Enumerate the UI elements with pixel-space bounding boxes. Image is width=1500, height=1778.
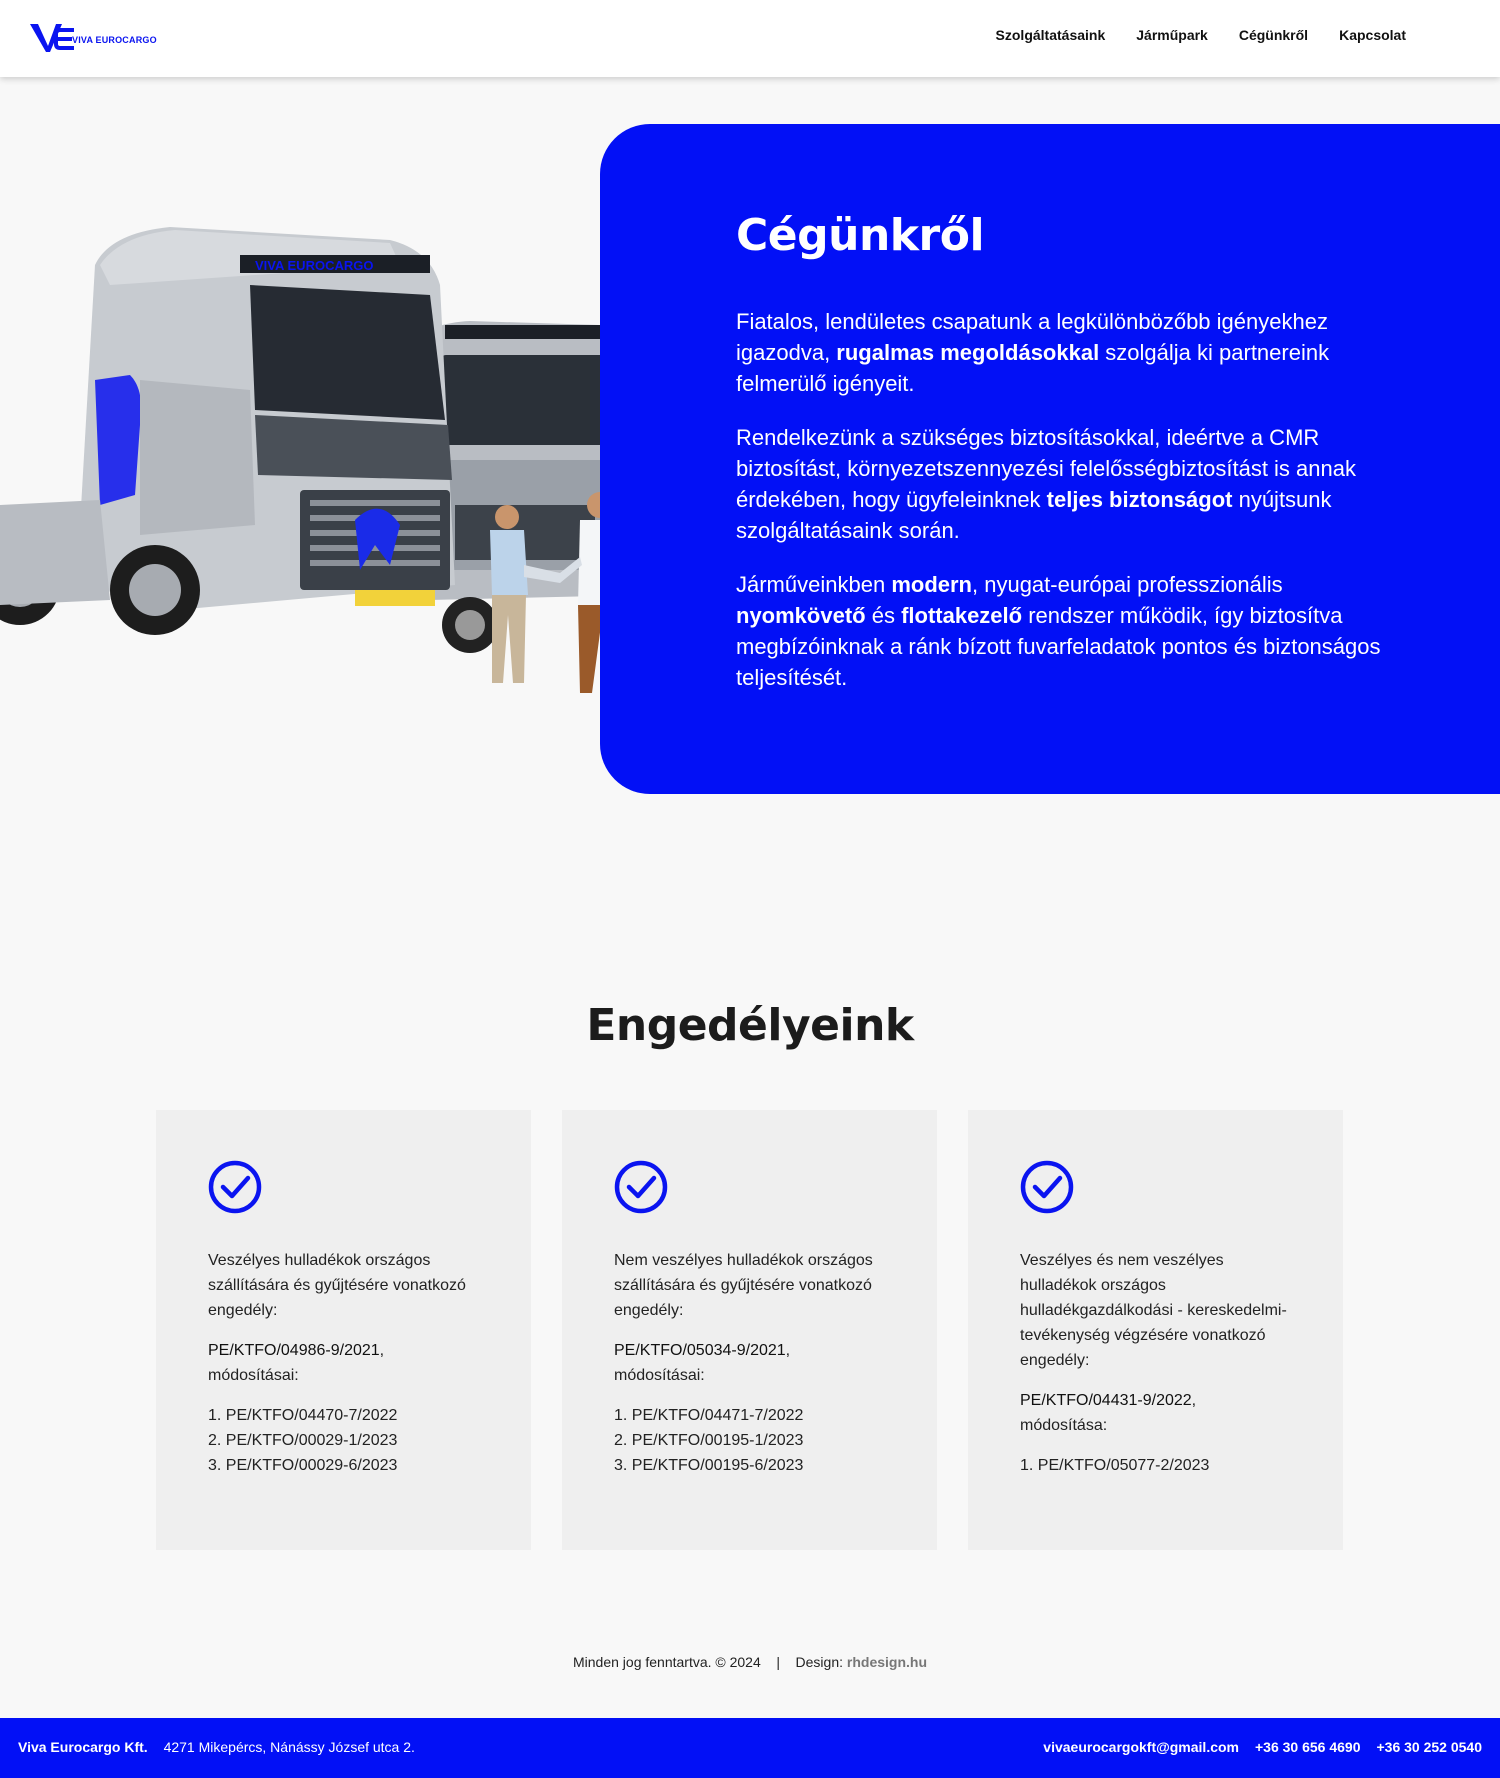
list-item: 1. PE/KTFO/04470-7/2022 <box>208 1407 398 1424</box>
permit-description <box>1020 1248 1300 1478</box>
permit-number: PE/KTFO/04431-9/2022 <box>1020 1392 1192 1409</box>
permit-card-3 <box>968 1110 1343 1550</box>
nav-item-fleet[interactable]: Járműpark <box>1136 27 1208 43</box>
phone-link-1[interactable]: +36 30 656 4690 <box>1255 1739 1361 1755</box>
permit-number: PE/KTFO/04986-9/2021 <box>208 1342 380 1359</box>
permits-title: Engedélyeink <box>586 1000 914 1051</box>
text-run: Fiatalos, lendületes csapatunk a legkülönbözőbb igényekhez igazodva, <box>736 309 1328 365</box>
trucks-image <box>0 205 640 705</box>
permit-number: PE/KTFO/05034-9/2021 <box>614 1342 786 1359</box>
check-circle-icon <box>614 1160 668 1214</box>
permit-card-2 <box>562 1110 937 1550</box>
about-paragraph-2 <box>736 422 1396 546</box>
front-truck <box>0 227 455 635</box>
logo-text: VIVA EUROCARGO <box>72 35 157 45</box>
nav-item-services[interactable]: Szolgáltatásaink <box>995 27 1106 43</box>
modifications-label: módosítása: <box>1020 1417 1108 1434</box>
logo-mark-icon <box>30 20 74 56</box>
phone-link-2[interactable]: +36 30 252 0540 <box>1376 1739 1482 1755</box>
list-item: 3. PE/KTFO/00029-6/2023 <box>208 1457 398 1474</box>
email-link[interactable]: vivaeurocargokft@gmail.com <box>1043 1739 1239 1755</box>
separator: | <box>776 1654 780 1670</box>
design-label: Design: <box>795 1654 843 1670</box>
permit-number-block: PE/KTFO/04986-9/2021, módosításai: <box>208 1342 385 1384</box>
about-text <box>736 306 1396 716</box>
text-run: szolgálja ki partnereink felmerülő igényeit. <box>736 340 1330 396</box>
text-run: nyújtsunk szolgáltatásaink során. <box>736 487 1332 543</box>
permit-card-1 <box>156 1110 531 1550</box>
permit-text: Nem veszélyes hulladékok országos szállítására és gyűjtésére vonatkozó engedély: <box>614 1252 873 1319</box>
about-paragraph-3 <box>736 569 1396 693</box>
text-bold: nyomkövető <box>736 603 866 628</box>
copyright-line <box>0 1654 1500 1670</box>
text-run: Járműveinkben <box>736 572 892 597</box>
company-info <box>18 1739 415 1755</box>
text-run: rendszer működik, így biztosítva megbízóinknak a ránk bízott fuvarfeladatok pontos és biztonságos teljesítését. <box>736 603 1381 690</box>
list-item: 2. PE/KTFO/00029-1/2023 <box>208 1432 398 1449</box>
text-run: és <box>865 603 902 628</box>
contact-bar <box>0 1718 1500 1778</box>
nav-item-contact[interactable]: Kapcsolat <box>1339 27 1406 43</box>
text-bold: rugalmas megoldásokkal <box>836 340 1100 365</box>
list-item: 2. PE/KTFO/00195-1/2023 <box>614 1432 804 1449</box>
list-item: 1. PE/KTFO/04471-7/2022 <box>614 1407 804 1424</box>
design-link[interactable]: rhdesign.hu <box>846 1654 928 1670</box>
modifications-list <box>614 1403 894 1478</box>
permit-description <box>208 1248 488 1478</box>
permit-number-block: PE/KTFO/04431-9/2022, módosítása: <box>1020 1392 1197 1434</box>
modifications-label: módosításai: <box>614 1367 705 1384</box>
about-title: Cégünkről <box>736 210 985 261</box>
modifications-list <box>1020 1453 1300 1478</box>
text-bold: teljes biztonságot <box>1046 487 1233 512</box>
company-name: Viva Eurocargo Kft. <box>18 1739 148 1755</box>
list-item: 1. PE/KTFO/05077-2/2023 <box>1020 1457 1210 1474</box>
permit-text: Veszélyes hulladékok országos szállítására és gyűjtésére vonatkozó engedély: <box>208 1252 466 1319</box>
text-run: , nyugat-európai professzionális <box>972 572 1283 597</box>
copyright-text: Minden jog fenntartva. © 2024 <box>572 1654 761 1670</box>
check-circle-icon <box>208 1160 262 1214</box>
check-circle-icon <box>1020 1160 1074 1214</box>
permit-description <box>614 1248 894 1478</box>
logo[interactable] <box>30 20 157 56</box>
permit-number-block: PE/KTFO/05034-9/2021, módosításai: <box>614 1342 791 1384</box>
modifications-list <box>208 1403 488 1478</box>
text-run: Rendelkezünk a szükséges biztosításokkal, ideértve a CMR biztosítást, környezetszennyezési felelősségbiztosítást is annak érdekében, hogy ügyfeleinknek <box>736 425 1356 512</box>
site-header <box>0 0 1500 77</box>
text-bold: flottakezelő <box>901 603 1023 628</box>
contact-links <box>1043 1739 1482 1755</box>
nav-item-about[interactable]: Cégünkről <box>1238 27 1309 43</box>
modifications-label: módosításai: <box>208 1367 299 1384</box>
list-item: 3. PE/KTFO/00195-6/2023 <box>614 1457 804 1474</box>
about-paragraph-1 <box>736 306 1396 399</box>
text-bold: modern <box>891 572 972 597</box>
main-nav <box>996 27 1406 43</box>
company-address: 4271 Mikepércs, Nánássy József utca 2. <box>163 1739 415 1755</box>
permit-text: Veszélyes és nem veszélyes hulladékok országos hulladékgazdálkodási - kereskedelmi- tevékenység végzésére vonatkozó engedély: <box>1020 1252 1287 1369</box>
about-panel <box>600 124 1500 794</box>
truck-label: VIVA EUROCARGO <box>255 258 374 273</box>
